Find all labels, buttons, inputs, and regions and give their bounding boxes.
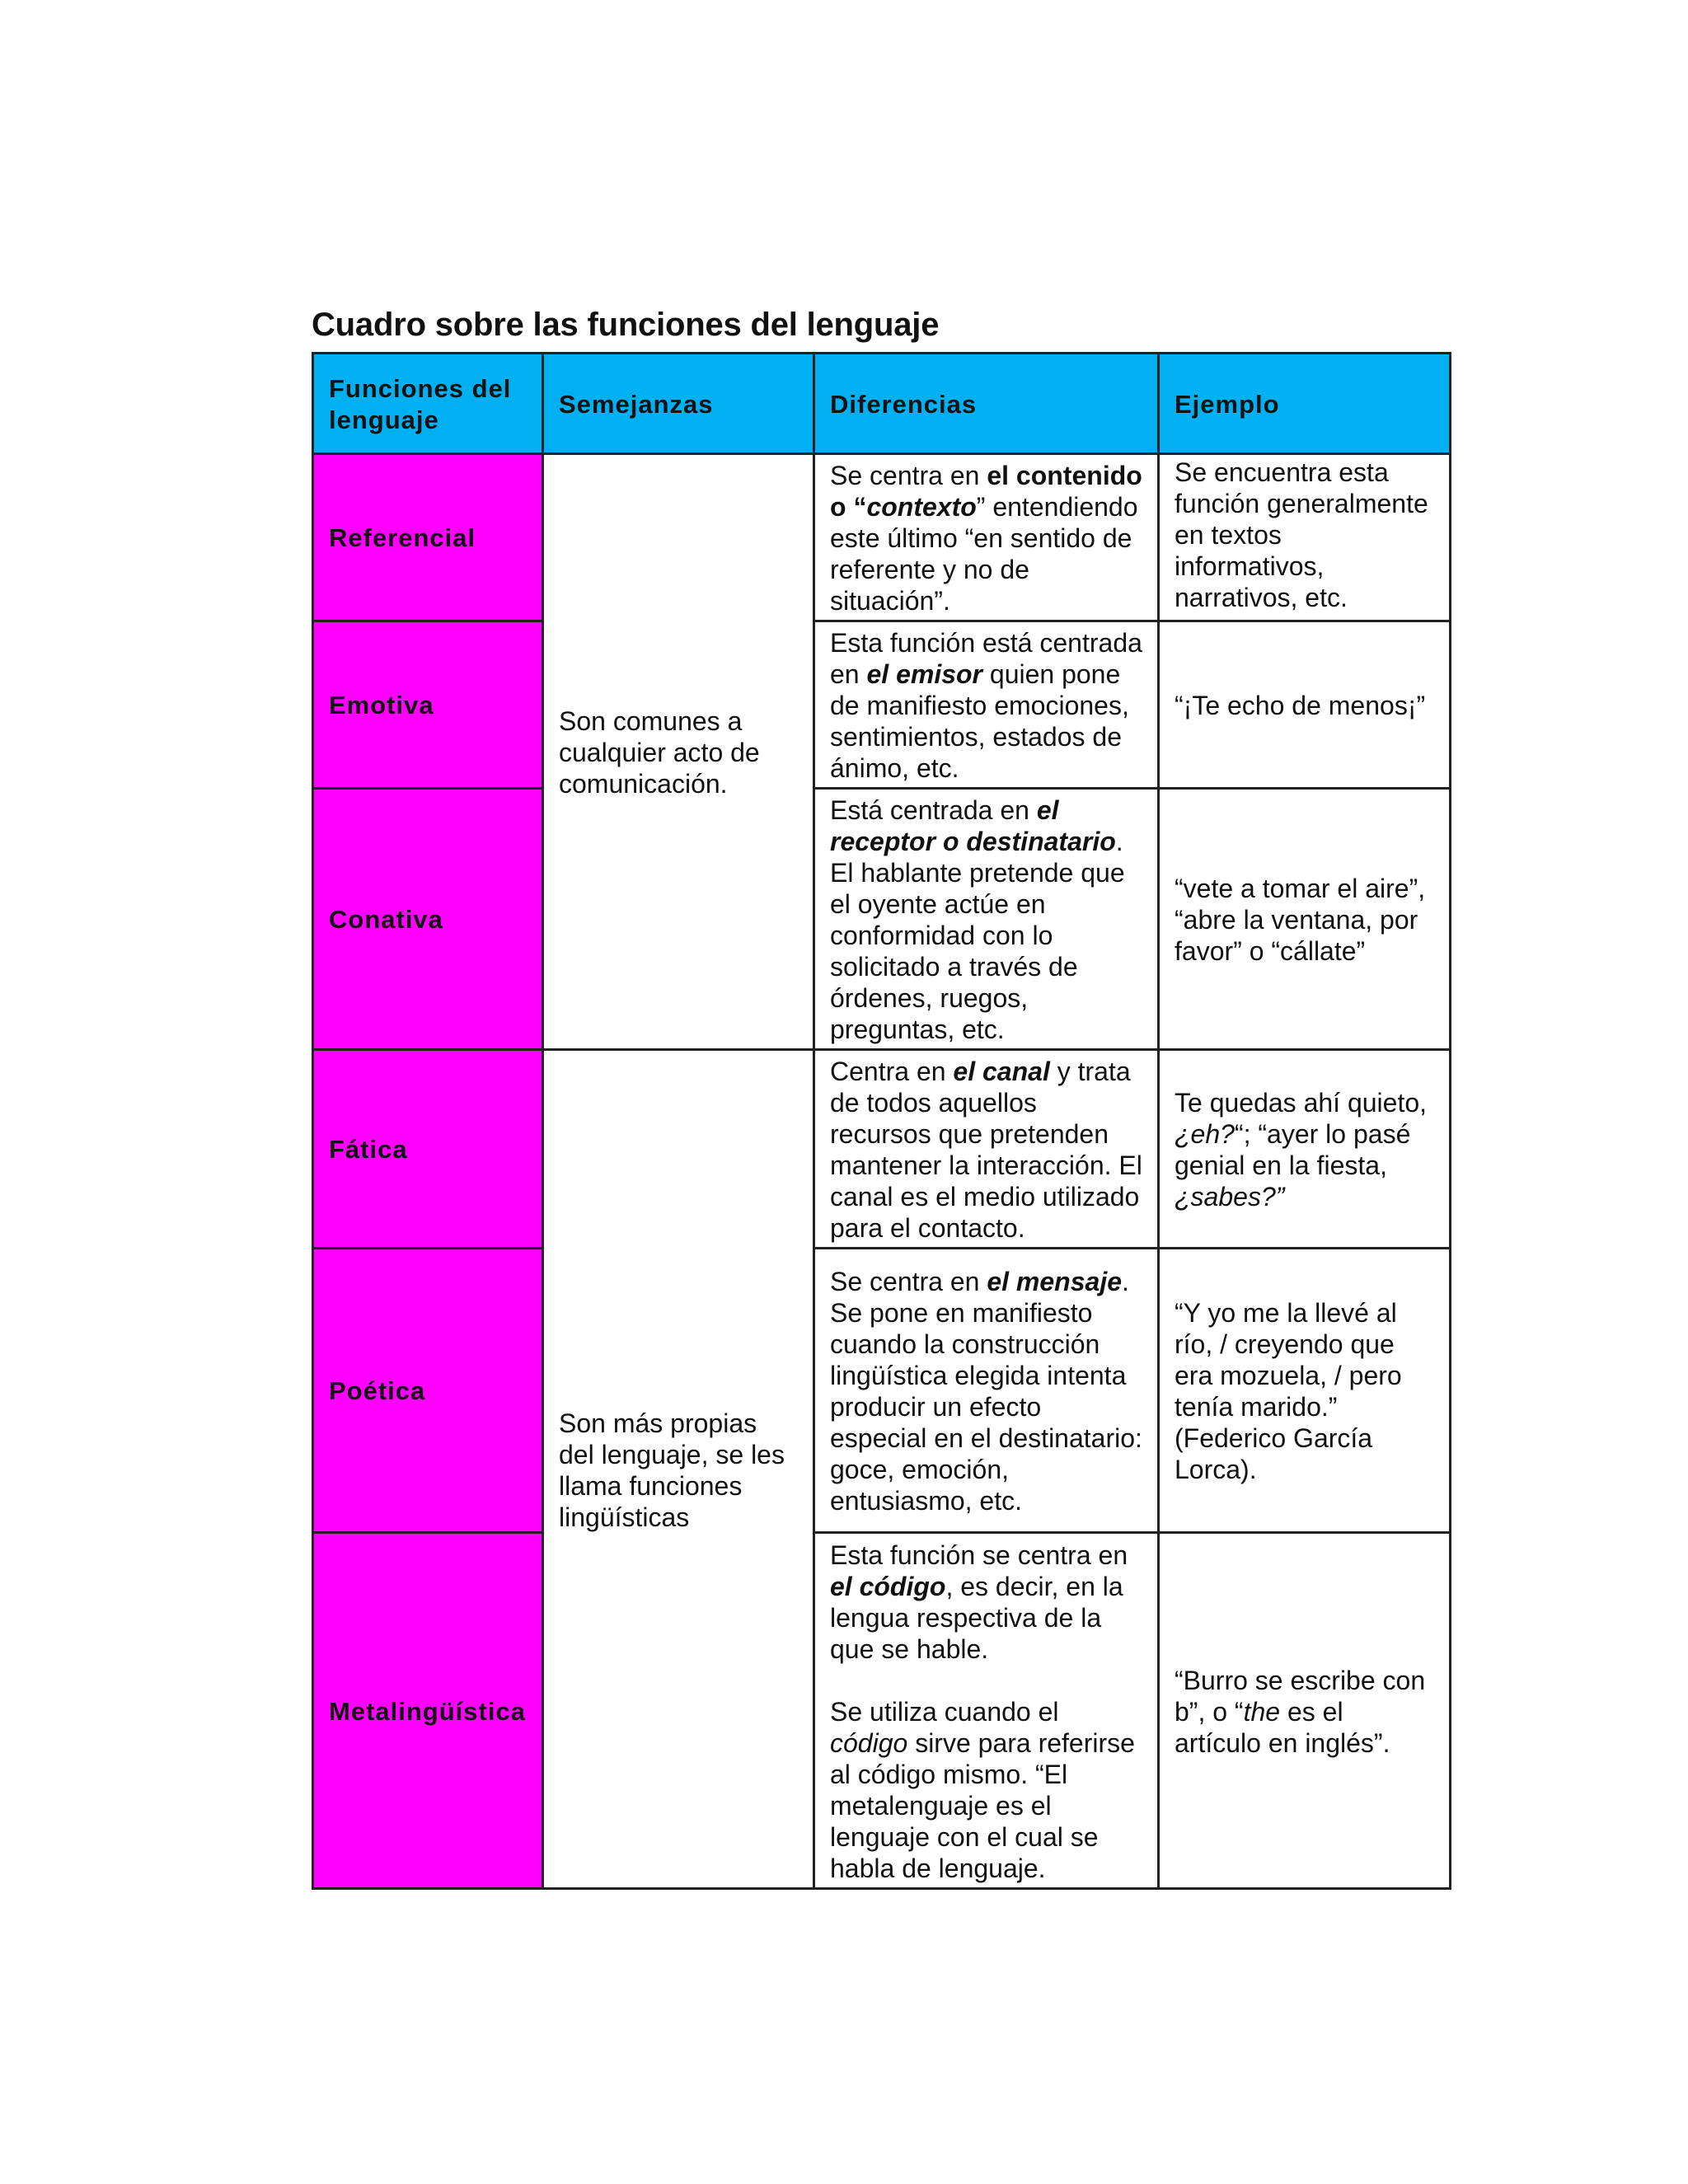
ejemplo-conativa: “vete a tomar el aire”, “abre la ventana, por favor” o “cállate” [1159,789,1451,1050]
function-name-poetica: Poética [313,1249,543,1533]
header-diferencias: Diferencias [814,354,1159,454]
diferencias-metalinguistica: Esta función se centra en el código, es decir, en la lengua respectiva de la que se hable. Se utiliza cuando el código sirve para referirse al código mismo. “El metalenguaje es el lenguaje con el cual se habla de lenguaje. [814,1533,1159,1889]
semejanzas-group-1: Son comunes a cualquier acto de comunicación. [543,454,814,1050]
header-funciones: Funciones del lenguaje [313,354,543,454]
function-name-metalinguistica: Metalingüística [313,1533,543,1889]
function-name-emotiva: Emotiva [313,621,543,789]
header-row [313,354,1451,454]
document-title: Cuadro sobre las funciones del lenguaje [312,307,940,343]
table-row [313,454,1451,621]
header-ejemplo: Ejemplo [1159,354,1451,454]
diferencias-fatica: Centra en el canal y trata de todos aquellos recursos que pretenden mantener la interacción. El canal es el medio utilizado para el contacto. [814,1050,1159,1249]
diferencias-poetica: Se centra en el mensaje. Se pone en manifiesto cuando la construcción lingüística elegida intenta producir un efecto especial en el destinatario: goce, emoción, entusiasmo, etc. [814,1249,1159,1533]
ejemplo-metalinguistica: “Burro se escribe con b”, o “the es el artículo en inglés”. [1159,1533,1451,1889]
function-name-referencial: Referencial [313,454,543,621]
table-row [313,1050,1451,1249]
functions-table [312,352,1451,1890]
table-row [313,1249,1451,1533]
diferencias-emotiva: Esta función está centrada en el emisor quien pone de manifiesto emociones, sentimientos, estados de ánimo, etc. [814,621,1159,789]
table-row [313,789,1451,1050]
function-name-fatica: Fática [313,1050,543,1249]
diferencias-conativa: Está centrada en el receptor o destinatario. El hablante pretende que el oyente actúe en conformidad con lo solicitado a través de órdenes, ruegos, preguntas, etc. [814,789,1159,1050]
table-row [313,1533,1451,1889]
function-name-conativa: Conativa [313,789,543,1050]
header-semejanzas: Semejanzas [543,354,814,454]
ejemplo-poetica: “Y yo me la llevé al río, / creyendo que era mozuela, / pero tenía marido.” (Federico García Lorca). [1159,1249,1451,1533]
diferencias-referencial: Se centra en el contenido o “contexto” entendiendo este último “en sentido de referente y no de situación”. [814,454,1159,621]
table-row [313,621,1451,789]
ejemplo-referencial: Se encuentra esta función generalmente en textos informativos, narrativos, etc. [1159,454,1451,621]
ejemplo-fatica: Te quedas ahí quieto, ¿eh?“; “ayer lo pasé genial en la fiesta, ¿sabes?” [1159,1050,1451,1249]
ejemplo-emotiva: “¡Te echo de menos¡” [1159,621,1451,789]
semejanzas-group-2: Son más propias del lenguaje, se les llama funciones lingüísticas [543,1050,814,1889]
